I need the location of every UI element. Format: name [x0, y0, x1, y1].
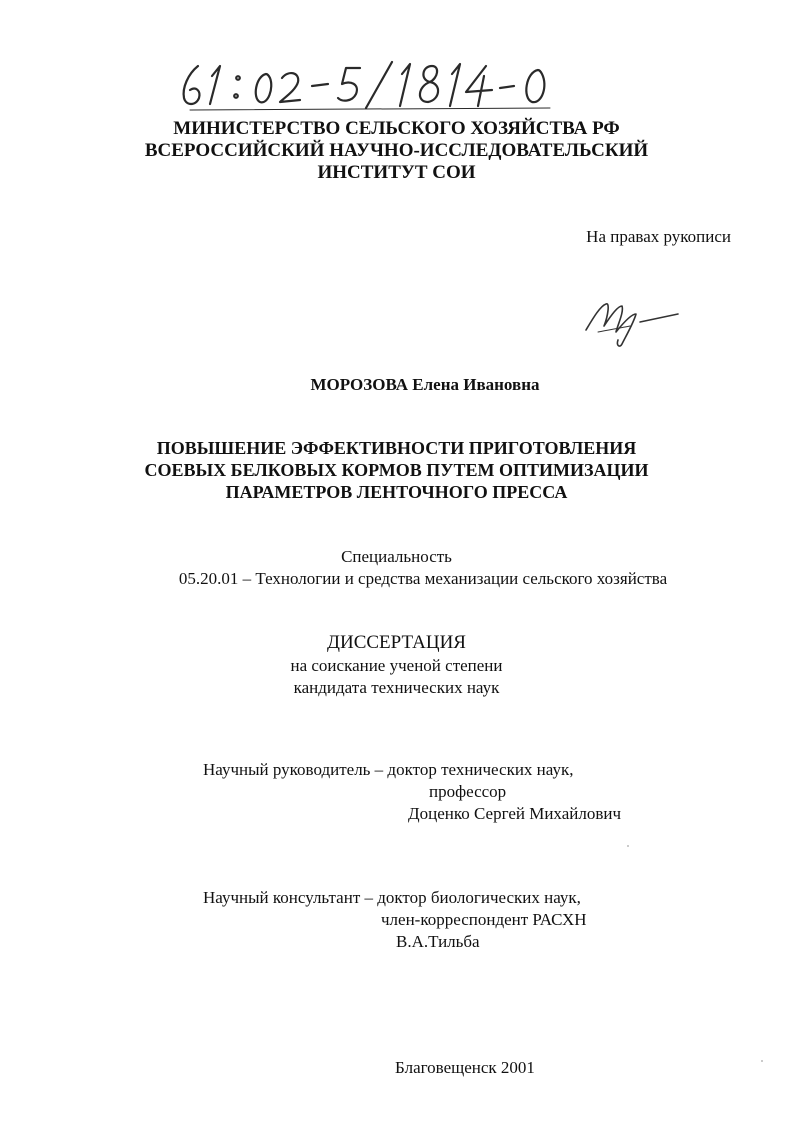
city-and-year: Благовещенск 2001 — [395, 1058, 535, 1077]
ministry-line-1: МИНИСТЕРСТВО СЕЛЬСКОГО ХОЗЯЙСТВА РФ — [173, 118, 620, 139]
dissertation-type: ДИССЕРТАЦИЯ — [327, 632, 466, 653]
title-line-1: ПОВЫШЕНИЕ ЭФФЕКТИВНОСТИ ПРИГОТОВЛЕНИЯ — [156, 438, 637, 458]
consultant-name: В.А.Тильба — [396, 932, 480, 951]
scan-speck — [761, 1060, 763, 1062]
title-line-2: СОЕВЫХ БЕЛКОВЫХ КОРМОВ ПУТЕМ ОПТИМИЗАЦИИ — [144, 460, 649, 480]
consultant-line-2: член-корреспондент РАСХН — [381, 910, 587, 929]
degree-description — [0, 655, 793, 699]
supervisor-name: Доценко Сергей Михайлович — [408, 804, 622, 823]
specialty-label: Специальность — [341, 547, 452, 566]
title-line-3: ПАРАМЕТРОВ ЛЕНТОЧНОГО ПРЕССА — [225, 482, 568, 502]
ministry-line-3: ИНСТИТУТ СОИ — [317, 162, 476, 183]
handwritten-registration-number — [170, 48, 570, 118]
supervisor-line-1: Научный руководитель – доктор технических наук, — [203, 760, 574, 779]
ministry-line-2: ВСЕРОССИЙСКИЙ НАУЧНО-ИССЛЕДОВАТЕЛЬСКИЙ — [144, 140, 649, 161]
author-signature — [578, 292, 688, 348]
degree-line-2: кандидата технических наук — [293, 678, 500, 697]
author-name: МОРОЗОВА Елена Ивановна — [310, 375, 540, 394]
consultant-line-1: Научный консультант – доктор биологических наук, — [203, 888, 581, 907]
rights-notice: На правах рукописи — [586, 227, 731, 246]
supervisor-line-2: профессор — [429, 782, 507, 801]
dissertation-title — [0, 437, 793, 503]
ministry-header — [0, 118, 793, 184]
specialty-value: 05.20.01 – Технологии и средства механизации сельского хозяйства — [178, 569, 668, 588]
scan-speck — [627, 845, 629, 847]
degree-line-1: на соискание ученой степени — [290, 656, 503, 675]
